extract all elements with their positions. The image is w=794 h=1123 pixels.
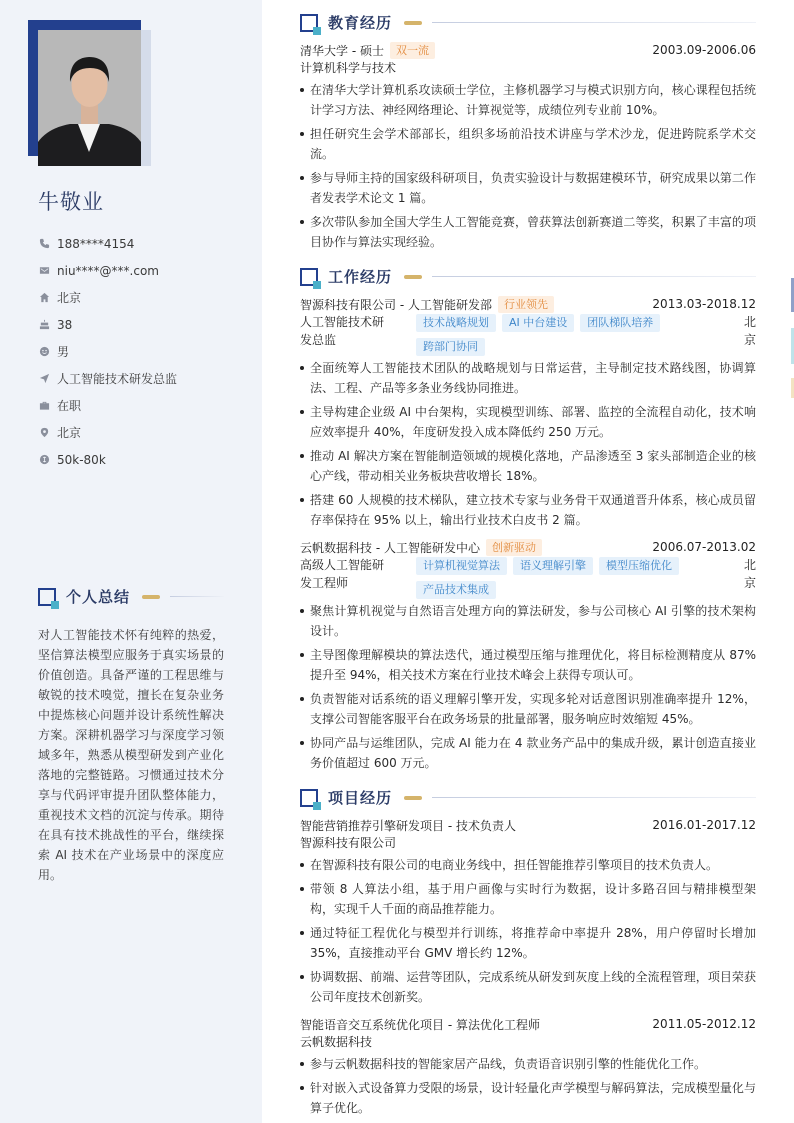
- project-date: 2016.01-2017.12: [652, 818, 756, 832]
- project-bullets: [300, 1054, 756, 1118]
- home-city-text: 北京: [57, 291, 82, 305]
- bullet-item: 全面统筹人工智能技术团队的战略规划与日常运营，主导制定技术路线图，协调算法、工程、产品等多条业务线协同推进。: [300, 358, 756, 398]
- email-icon: [38, 265, 50, 277]
- salary-text: 50k-80k: [57, 452, 106, 467]
- bullet-item: 参与云帆数据科技的智能家居产品线，负责语音识别引擎的性能优化工作。: [300, 1054, 756, 1074]
- info-home-city: [38, 284, 248, 311]
- bullet-item: 聚焦计算机视觉与自然语言处理方向的算法研发，参与公司核心 AI 引擎的技术架构设计。: [300, 601, 756, 641]
- profile-photo: [38, 30, 141, 166]
- projects-title: 项目经历: [328, 789, 393, 807]
- home-icon: [38, 292, 50, 304]
- info-age: [38, 311, 248, 338]
- education-bullets: [300, 80, 756, 252]
- info-email: [38, 257, 248, 284]
- entry-header: [300, 538, 756, 556]
- bullet-item: 参与导师主持的国家级科研项目，负责实验设计与数据建模环节，研究成果以第二作者发表学术论文 1 篇。: [300, 168, 756, 208]
- section-square-icon: [300, 789, 318, 807]
- education-entry: [300, 41, 756, 252]
- company-tag: 行业领先: [498, 296, 554, 313]
- bullet-item: 在智源科技有限公司的电商业务线中，担任智能推荐引擎项目的技术负责人。: [300, 855, 756, 875]
- entry-header: [300, 295, 756, 313]
- entry-header: [300, 1015, 756, 1033]
- work-city: 北京: [743, 315, 756, 347]
- bullet-item: 在清华大学计算机系攻读硕士学位，主修机器学习与模式识别方向，核心课程包括统计学习方法、神经网络理论、计算视觉等，成绩位列专业前 10%。: [300, 80, 756, 120]
- skill-chip: 产品技术集成: [416, 581, 496, 599]
- projects-section: [300, 787, 756, 1118]
- bullet-item: 协调数据、前端、运营等团队，完成系统从研发到灰度上线的全流程管理，项目荣获公司年度技术创新奖。: [300, 967, 756, 1007]
- project-date: 2011.05-2012.12: [652, 1017, 756, 1031]
- work-entry: [300, 295, 756, 530]
- section-divider: [432, 797, 756, 798]
- section-divider: [432, 22, 756, 23]
- bullet-item: 多次带队参加全国大学生人工智能竞赛，曾获算法创新赛道二等奖，积累了丰富的项目协作与算法实现经验。: [300, 212, 756, 252]
- email-text: niu****@***.com: [57, 263, 159, 278]
- cake-icon: [38, 319, 50, 331]
- education-title: 教育经历: [328, 14, 393, 32]
- projects-header: [300, 787, 756, 808]
- school-tag: 双一流: [390, 42, 435, 59]
- skill-chip: 团队梯队培养: [580, 314, 660, 332]
- section-divider: [432, 276, 756, 277]
- section-divider: [170, 596, 224, 597]
- company-name: 智源科技有限公司 - 人工智能研发部: [300, 297, 492, 312]
- education-header: [300, 12, 756, 33]
- summary-section: [38, 586, 224, 885]
- work-city: 北京: [743, 558, 756, 590]
- info-target-position: [38, 365, 248, 392]
- contact-info-list: [38, 230, 248, 473]
- summary-title: 个人总结: [66, 588, 131, 606]
- candidate-name: 牛敬业: [38, 190, 104, 214]
- project-org: 云帆数据科技: [300, 1035, 373, 1049]
- info-target-city: [38, 419, 248, 446]
- skill-chips: [386, 313, 734, 356]
- info-salary: [38, 446, 248, 473]
- person-icon: [38, 346, 50, 358]
- info-phone: [38, 230, 248, 257]
- skill-chip: AI 中台建设: [502, 314, 574, 332]
- section-gold-bar: [404, 275, 422, 279]
- info-gender: [38, 338, 248, 365]
- summary-text: 对人工智能技术怀有纯粹的热爱，坚信算法模型应服务于真实场景的价值创造。具备严谨的工程思维与敏锐的技术嗅觉，擅长在复杂业务中提炼核心问题并设计系统性解决方案。深耕机器学习与深度学习领域多年，熟悉从模型研发到产业化落地的完整链路。习惯通过技术分享与代码评审提升团队整体能力，重视技术文档的沉淀与传承。期待在具有技术挑战性的平台，继续探索 AI 技术在产业场景中的深度应用。: [38, 628, 224, 882]
- company-tag: 创新驱动: [486, 539, 542, 556]
- status-text: 在职: [57, 399, 82, 413]
- work-bullets: [300, 358, 756, 530]
- avatar-portrait-icon: [38, 30, 141, 166]
- project-name: 智能营销推荐引擎研发项目 - 技术负责人: [300, 818, 516, 833]
- bullet-item: 主导构建企业级 AI 中台架构，实现模型训练、部署、监控的全流程自动化，技术响应效率提升 40%，年度研发投入成本降低约 250 万元。: [300, 402, 756, 442]
- work-header: [300, 266, 756, 287]
- target-position-text: 人工智能技术研发总监: [57, 372, 178, 386]
- project-entry: [300, 816, 756, 1007]
- sidebar: [0, 0, 262, 1123]
- entry-header: [300, 41, 756, 59]
- work-date: 2006.07-2013.02: [652, 540, 756, 554]
- profile-photo-frame: [28, 20, 151, 166]
- work-title: 工作经历: [328, 268, 393, 286]
- bullet-item: 负责智能对话系统的语义理解引擎开发，实现多轮对话意图识别准确率提升 12%，支撑公司智能客服平台在政务场景的批量部署，服务响应时效缩短 45%。: [300, 689, 756, 729]
- main-content: [300, 12, 756, 1123]
- project-bullets: [300, 855, 756, 1007]
- work-entry: [300, 538, 756, 773]
- role-row: [300, 313, 756, 356]
- section-square-icon: [38, 588, 56, 606]
- bullet-item: 针对嵌入式设备算力受限的场景，设计轻量化声学模型与解码算法，完成模型量化与算子优化。: [300, 1078, 756, 1118]
- education-date: 2003.09-2006.06: [652, 43, 756, 57]
- project-name: 智能语音交互系统优化项目 - 算法优化工程师: [300, 1017, 540, 1032]
- project-org: 智源科技有限公司: [300, 836, 397, 850]
- skill-chips: [386, 556, 734, 599]
- skill-chip: 模型压缩优化: [599, 557, 679, 575]
- skill-chip: 语义理解引擎: [513, 557, 593, 575]
- skill-chip: 跨部门协同: [416, 338, 485, 356]
- entry-header: [300, 816, 756, 834]
- bullet-item: 通过特征工程优化与模型并行训练，将推荐命中率提升 28%，用户停留时长增加 35%，直接推动平台 GMV 增长约 12%。: [300, 923, 756, 963]
- skill-chip: 计算机视觉算法: [416, 557, 507, 575]
- job-title: 高级人工智能研发工程师: [300, 558, 385, 590]
- section-square-icon: [300, 268, 318, 286]
- section-square-icon: [300, 14, 318, 32]
- target-city-text: 北京: [57, 426, 82, 440]
- work-date: 2013.03-2018.12: [652, 297, 756, 311]
- phone-icon: [38, 238, 50, 250]
- bullet-item: 协同产品与运维团队，完成 AI 能力在 4 款业务产品中的集成升级，累计创造直接业务价值超过 600 万元。: [300, 733, 756, 773]
- role-row: [300, 556, 756, 599]
- phone-text: 188****4154: [57, 236, 135, 251]
- location-icon: [38, 427, 50, 439]
- job-title: 人工智能技术研发总监: [300, 315, 385, 347]
- info-status: [38, 392, 248, 419]
- bullet-item: 带领 8 人算法小组，基于用户画像与实时行为数据，设计多路召回与精排模型架构，实现千人千面的商品推荐能力。: [300, 879, 756, 919]
- company-name: 云帆数据科技 - 人工智能研发中心: [300, 540, 480, 555]
- work-section: [300, 266, 756, 773]
- bullet-item: 担任研究生会学术部部长，组织多场前沿技术讲座与学术沙龙，促进跨院系学术交流。: [300, 124, 756, 164]
- bullet-item: 搭建 60 人规模的技术梯队，建立技术专家与业务骨干双通道晋升体系，核心成员留存率保持在 95% 以上，输出行业技术白皮书 2 篇。: [300, 490, 756, 530]
- summary-header: [38, 586, 224, 607]
- skill-chip: 技术战略规划: [416, 314, 496, 332]
- bullet-item: 推动 AI 解决方案在智能制造领域的规模化落地，产品渗透至 3 家头部制造企业的核心产线，带动相关业务板块营收增长 18%。: [300, 446, 756, 486]
- salary-icon: [38, 454, 50, 466]
- project-entry: [300, 1015, 756, 1118]
- work-bullets: [300, 601, 756, 773]
- send-icon: [38, 373, 50, 385]
- school-name: 清华大学 - 硕士: [300, 43, 384, 58]
- age-text: 38: [57, 317, 73, 332]
- bullet-item: 主导图像理解模块的算法迭代，通过模型压缩与推理优化，将目标检测精度从 87% 提升至 94%，相关技术方案在行业技术峰会上获得专项认可。: [300, 645, 756, 685]
- education-section: [300, 12, 756, 252]
- section-gold-bar: [142, 595, 160, 599]
- section-gold-bar: [404, 21, 422, 25]
- section-gold-bar: [404, 796, 422, 800]
- major: 计算机科学与技术: [300, 61, 397, 75]
- gender-text: 男: [57, 345, 70, 359]
- briefcase-icon: [38, 400, 50, 412]
